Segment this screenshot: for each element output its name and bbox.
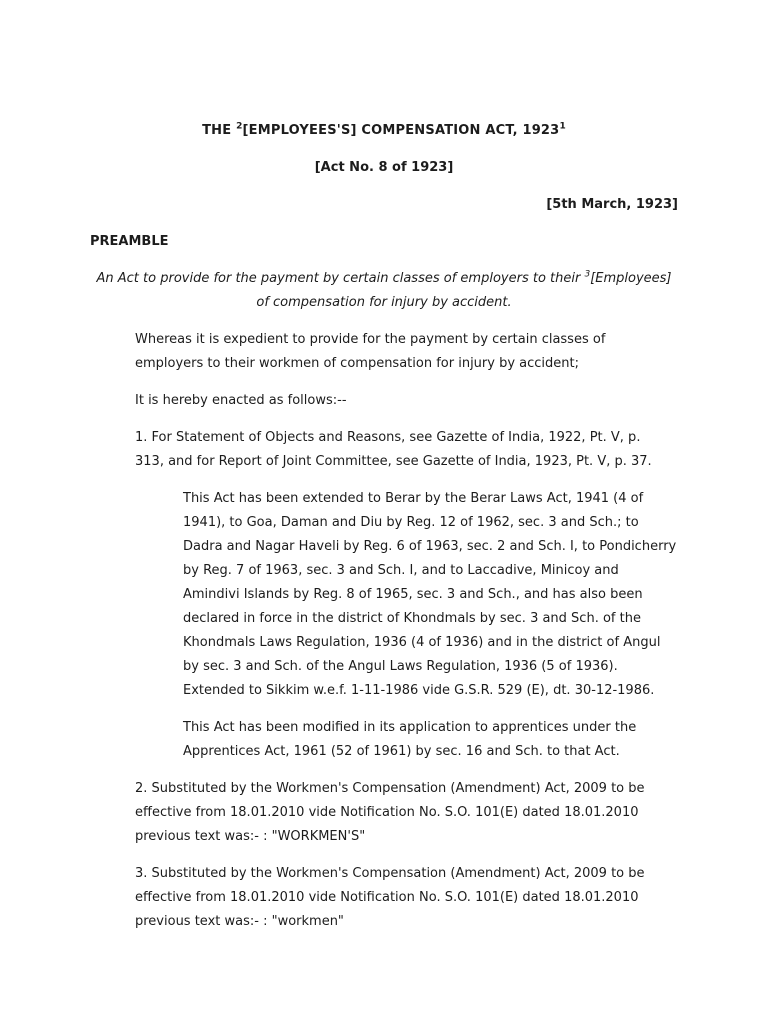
long-title-superscript-3: 3 (584, 269, 591, 280)
paragraph-extension-note: This Act has been extended to Berar by the Berar Laws Act, 1941 (4 of 1941), to Goa, Daman and Diu by Reg. 12 of 1962, sec. 3 and Sch.; to Dadra and Nagar Haveli by Reg. 6 of 1963, sec. 2 and Sch. I, to Pondicherry by Reg. 7 of 1963, sec. 3 and Sch. I, and to Laccadive, Minicoy and Amindivi Islands by Reg. 8 of 1965, sec. 3 and Sch., and has also been declared in force in the district of Khondmals by sec. 3 and Sch. of the Khondmals Laws Regulation, 1936 (4 of 1936) and in the district of Angul by sec. 3 and Sch. of the Angul Laws Regulation, 1936 (5 of 1936). Extended to Sikkim w.e.f. 1-11-1986 vide G.S.R. 529 (E), dt. 30-12-1986. (183, 491, 677, 698)
long-title (90, 267, 678, 315)
paragraph-apprentices-note: This Act has been modified in its application to apprentices under the Apprentices Act, 1961 (52 of 1961) by sec. 16 and Sch. to that Act. (183, 720, 637, 759)
long-title-part1: An Act to provide for the payment by certain classes of employers to their (96, 271, 585, 286)
document-title (90, 119, 678, 143)
long-title-part2: [Employees] of compensation for injury by accident. (256, 271, 672, 310)
paragraph-enacted: It is hereby enacted as follows:-- (135, 393, 347, 408)
footnote-2: 2. Substituted by the Workmen's Compensation (Amendment) Act, 2009 to be effective from 18.01.2010 vide Notification No. S.O. 101(E) dated 18.01.2010 previous text was:- : "WORKMEN'S" (135, 781, 645, 844)
document-title-superscript-1: 1 (559, 121, 566, 132)
footnote-3: 3. Substituted by the Workmen's Compensation (Amendment) Act, 2009 to be effective from 18.01.2010 vide Notification No. S.O. 101(E) dated 18.01.2010 previous text was:- : "workmen" (135, 866, 645, 929)
document-content (90, 119, 678, 947)
paragraph-whereas: Whereas it is expedient to provide for the payment by certain classes of employers to their workmen of compensation for injury by accident; (135, 332, 606, 371)
document-title-main: [EMPLOYEES'S] COMPENSATION ACT, 1923 (242, 123, 560, 138)
preamble-heading: PREAMBLE (90, 234, 169, 249)
document-title-pre: THE (202, 123, 237, 138)
act-number-line: [Act No. 8 of 1923] (314, 160, 454, 175)
document-title-superscript-2: 2 (236, 121, 243, 132)
footnote-1: 1. For Statement of Objects and Reasons, see Gazette of India, 1922, Pt. V, p. 313, and for Report of Joint Committee, see Gazette of India, 1923, Pt. V, p. 37. (135, 430, 652, 469)
date-line: [5th March, 1923] (546, 197, 678, 212)
